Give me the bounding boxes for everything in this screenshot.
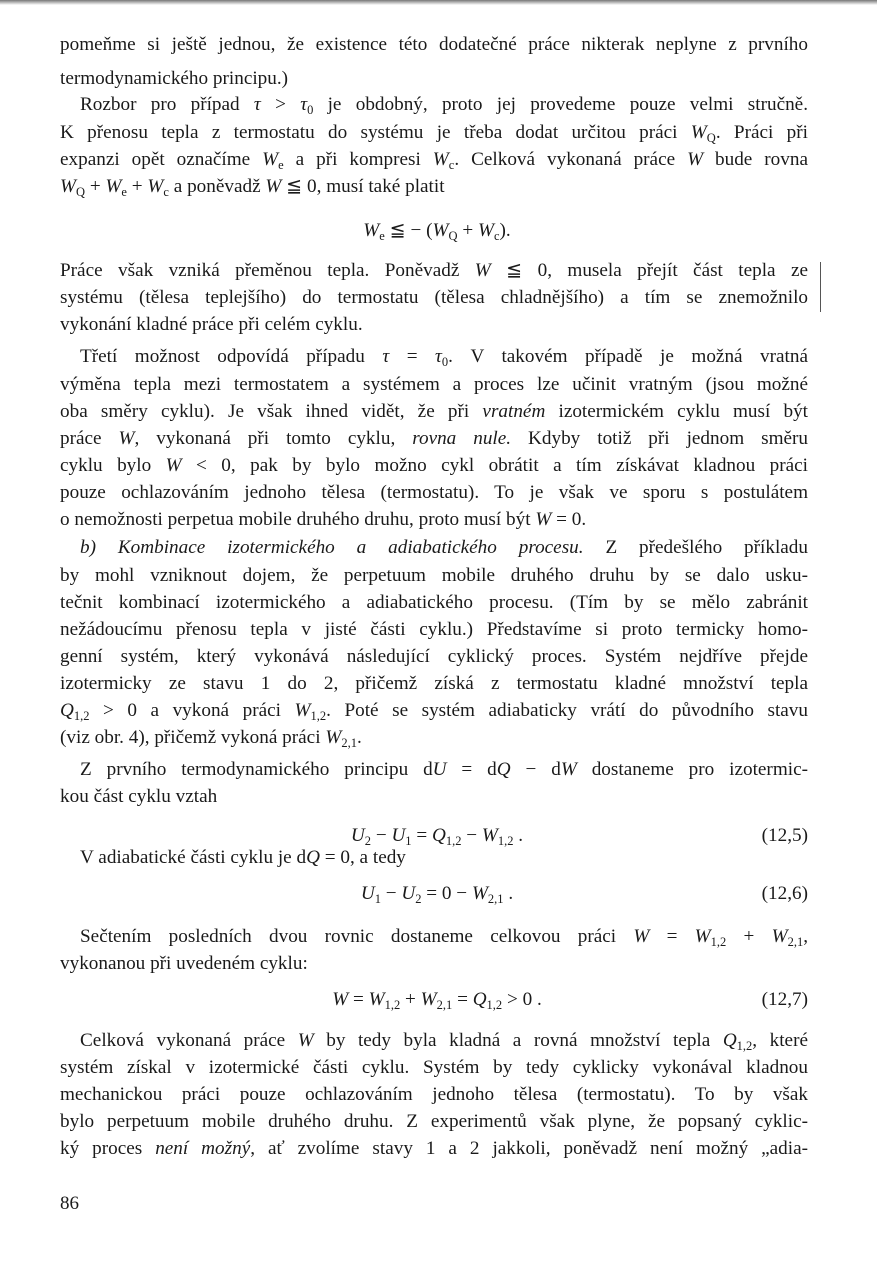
text-run: Celková vykonaná práce (80, 1030, 298, 1051)
subscript: 2 (364, 834, 372, 848)
text-run: je obdobný, proto jej provedeme pouze velmi stručně. (313, 94, 808, 115)
italic-run: W (432, 220, 449, 241)
text-line (60, 784, 808, 810)
text-line (60, 507, 808, 533)
text-line (60, 644, 808, 670)
italic-run: W (297, 1030, 314, 1051)
equation (60, 987, 808, 1013)
italic-run: W (265, 176, 282, 197)
text-run: , vykonaná při tomto cyklu, (134, 428, 413, 449)
text-line (60, 426, 808, 452)
equation (60, 881, 808, 907)
text-run: nežádoucímu přenosu tepla v jisté části cyklu.) Představíme si proto termicky homo- (60, 619, 808, 640)
text-run: ≦ 0, musela přejít část tepla ze (490, 260, 808, 281)
italic-run: W (60, 176, 76, 197)
text-run: by mohl vzniknout dojem, že perpetuum mobile druhého druhu by se dalo usku- (60, 565, 808, 586)
text-run: o nemožnosti perpetua mobile druhého druhu, proto musí být (60, 509, 536, 530)
italic-run: Q (306, 847, 320, 868)
subscript: c (163, 185, 169, 199)
text-run: systému (tělesa teplejšího) do termostatu (tělesa chladnějšího) a tím se znemožnilo (60, 287, 808, 308)
text-run: = (389, 346, 436, 367)
subscript: 1,2 (486, 998, 503, 1012)
italic-run: W (560, 759, 577, 780)
text-run: Třetí možnost odpovídá případu (80, 346, 383, 367)
margin-mark (820, 262, 821, 312)
text-run: = (452, 989, 473, 1010)
subscript: Q (448, 229, 458, 243)
subscript: 0 (307, 103, 314, 117)
italic-run: W (687, 149, 704, 170)
text-run: < 0, pak by bylo možno cykl obrátit a tím získávat kladnou práci (181, 455, 808, 476)
text-run: vykonání kladné práce při celém cyklu. (60, 314, 363, 335)
italic-run: W (165, 455, 182, 476)
italic-run: U (350, 825, 365, 846)
text-line (60, 174, 808, 200)
text-run: Kdyby totiž při jednom směru (511, 428, 808, 449)
italic-run: Q (60, 700, 74, 721)
text-run: . (513, 825, 524, 846)
text-run: = (348, 989, 369, 1010)
italic-run: W (332, 989, 349, 1010)
text-run: práce (60, 428, 119, 449)
text-line (60, 258, 808, 284)
italic-run: W (262, 149, 279, 170)
subscript: 2,1 (487, 892, 504, 906)
text-run: výměna tepla mezi termostatem a systémem a proces lze učinit vratným (jsou možné (60, 374, 808, 395)
italic-run: W (471, 883, 488, 904)
italic-run: W (105, 176, 122, 197)
italic-run: W (147, 176, 164, 197)
italic-run: W (633, 926, 650, 947)
italic-run: W (294, 700, 311, 721)
text-line (60, 120, 808, 146)
italic-run: Q (496, 759, 511, 780)
text-line (60, 312, 808, 338)
subscript: 1,2 (384, 998, 401, 1012)
text-run: = 0 − (421, 883, 472, 904)
italic-run: vratném (482, 401, 546, 422)
text-line (60, 1109, 808, 1135)
italic-run: Q (472, 989, 487, 1010)
italic-run: W (368, 989, 385, 1010)
text-run: mechanickou práci pouze ochlazováním jednoho tělesa (termostatu). To by však (60, 1084, 808, 1105)
text-line (60, 757, 808, 783)
text-run: + (457, 220, 478, 241)
text-line (60, 32, 808, 58)
italic-run: τ (382, 346, 390, 367)
text-run: dostaneme pro izotermic- (576, 759, 808, 780)
italic-run: W (477, 220, 494, 241)
subscript: c (493, 229, 500, 243)
text-line (60, 372, 808, 398)
scan-top-edge (0, 0, 877, 5)
text-run: , které (752, 1030, 808, 1051)
italic-run: W (481, 825, 498, 846)
italic-run: τ (253, 94, 261, 115)
italic-run: U (432, 759, 447, 780)
subscript: e (278, 158, 284, 172)
subscript: 2,1 (436, 998, 453, 1012)
text-run: cyklu bylo (60, 455, 166, 476)
text-line (60, 1136, 808, 1162)
italic-run: W (771, 926, 788, 947)
text-run: ). (499, 220, 511, 241)
text-line (60, 671, 808, 697)
text-run: termodynamického principu.) (60, 68, 289, 89)
text-line (60, 617, 808, 643)
text-run: , ať zvolíme stavy 1 a 2 jakkoli, poněvadž není možný „adia- (250, 1138, 808, 1159)
text-line (60, 344, 808, 370)
italic-run: U (391, 825, 406, 846)
text-run: systém získal v izotermické části cyklu. Systém by tedy cyklicky vykonával kladnou (60, 1057, 808, 1078)
subscript: 1,2 (310, 709, 327, 723)
italic-run: Q (431, 825, 446, 846)
text-run: + (400, 989, 421, 1010)
text-run: > 0 a vykoná práci (89, 700, 295, 721)
text-run: . Celková vykonaná práce (454, 149, 688, 170)
subscript: 0 (441, 355, 449, 369)
text-run: a poněvadž (168, 176, 266, 197)
italic-run: W (325, 727, 342, 748)
text-run: Práce však vzniká přeměnou tepla. Poněvadž (60, 260, 475, 281)
text-run: − d (510, 759, 561, 780)
text-run: = 0, a tedy (319, 847, 406, 868)
text-run: ≦ 0, musí také platit (281, 176, 445, 197)
subscript: 2,1 (787, 935, 804, 949)
text-run: tečnit kombinací izotermického a adiabatického procesu. (Tím by se mělo zabránit (60, 592, 808, 613)
text-run: oba směry cyklu). Je však ihned vidět, že při (60, 401, 483, 422)
subscript: 1,2 (497, 834, 514, 848)
italic-run: W (363, 220, 380, 241)
text-run: Z prvního termodynamického principu d (80, 759, 433, 780)
text-line (60, 1055, 808, 1081)
italic-run: W (420, 989, 437, 1010)
text-line (60, 845, 808, 871)
subscript: 1,2 (73, 709, 90, 723)
text-run: izotermicky ze stavu 1 do 2, přičemž získá z termostatu kladné množství tepla (60, 673, 808, 694)
text-run: . Poté se systém adiabaticky vrátí do původního stavu (326, 700, 808, 721)
text-line (60, 698, 808, 724)
text-run: Z předešlého příkladu (583, 537, 808, 558)
text-run: . (503, 883, 514, 904)
subscript: 1,2 (445, 834, 462, 848)
italic-run: b) Kombinace izotermického a adiabatického procesu. (80, 537, 584, 558)
text-run: Rozbor pro případ (80, 94, 254, 115)
subscript: e (121, 185, 127, 199)
text-line (60, 66, 808, 92)
text-run: bude rovna (703, 149, 808, 170)
text-run: vykonanou při uvedeném cyklu: (60, 953, 308, 974)
text-line (60, 147, 808, 173)
text-run: pomeňme si ještě jednou, že existence této dodatečné práce nikterak neplyne z prvního (60, 34, 808, 55)
italic-run: rovna nule. (412, 428, 512, 449)
subscript: 1,2 (736, 1039, 753, 1053)
subscript: c (448, 158, 455, 172)
text-run: + (85, 176, 106, 197)
subscript: 2 (415, 892, 422, 906)
text-run: − (461, 825, 482, 846)
text-run: = (411, 825, 432, 846)
text-run: > 0 . (502, 989, 542, 1010)
subscript: 1 (405, 834, 412, 848)
text-line (60, 453, 808, 479)
text-run: − (371, 825, 392, 846)
text-run: kou část cyklu vztah (60, 786, 218, 807)
text-run: = d (446, 759, 497, 780)
text-run: . V takovém případě je možná vratná (448, 346, 808, 367)
equation (60, 218, 808, 244)
text-run: ký proces (60, 1138, 156, 1159)
equation-number: (12,5) (761, 825, 808, 846)
subscript: 1 (374, 892, 381, 906)
text-run: + (726, 926, 772, 947)
subscript: e (379, 229, 385, 243)
text-run: (viz obr. 4), přičemž vykoná práci (60, 727, 326, 748)
text-line (60, 590, 808, 616)
text-line (60, 535, 808, 561)
italic-run: Q (722, 1030, 737, 1051)
equation-number: (12,6) (761, 883, 808, 904)
subscript: 1,2 (710, 935, 727, 949)
equation-number: (12,7) (761, 989, 808, 1010)
text-line (60, 285, 808, 311)
text-run: K přenosu tepla z termostatu do systému je třeba dodat určitou práci (60, 122, 691, 143)
text-line (60, 399, 808, 425)
italic-run: τ (435, 346, 442, 367)
italic-run: W (690, 122, 707, 143)
text-run: by tedy byla kladná a rovná množství tepla (313, 1030, 723, 1051)
italic-run: U (360, 883, 375, 904)
text-run: > (260, 94, 301, 115)
text-run: expanzi opět označíme (60, 149, 263, 170)
text-run: = (649, 926, 695, 947)
text-run: izotermickém cyklu musí být (545, 401, 808, 422)
text-run: = 0. (551, 509, 587, 530)
italic-run: není možný (155, 1138, 251, 1159)
text-line (60, 92, 808, 118)
page-number: 86 (60, 1193, 79, 1214)
text-line (60, 951, 808, 977)
subscript: Q (75, 185, 86, 199)
text-line (60, 480, 808, 506)
italic-run: W (118, 428, 135, 449)
italic-run: W (474, 260, 491, 281)
text-line (60, 725, 808, 751)
subscript: 2,1 (341, 736, 357, 750)
italic-run: W (694, 926, 711, 947)
text-run: Sečtením posledních dvou rovnic dostaneme celkovou práci (80, 926, 634, 947)
text-run: genní systém, který vykonává následující cyklický proces. Systém nejdříve přejde (60, 646, 808, 667)
text-run: , (803, 926, 808, 947)
text-run: . Práci při (715, 122, 808, 143)
text-run: bylo perpetuum mobile druhého druhu. Z experimentů však plyne, že popsaný cyklic- (60, 1111, 808, 1132)
text-run: a při kompresi (283, 149, 433, 170)
text-line (60, 1028, 808, 1054)
text-run: + (126, 176, 148, 197)
text-line (60, 924, 808, 950)
text-run: pouze ochlazováním jednoho tělesa (termostatu). To je však ve sporu s postulátem (60, 482, 808, 503)
italic-run: τ (300, 94, 308, 115)
text-run: ≦ − ( (384, 220, 433, 241)
text-run: V adiabatické části cyklu je d (80, 847, 307, 868)
subscript: Q (706, 131, 716, 145)
italic-run: U (401, 883, 416, 904)
text-run: − (380, 883, 402, 904)
italic-run: W (535, 509, 552, 530)
text-run: . (356, 727, 362, 748)
italic-run: W (432, 149, 449, 170)
text-line (60, 1082, 808, 1108)
text-line (60, 563, 808, 589)
